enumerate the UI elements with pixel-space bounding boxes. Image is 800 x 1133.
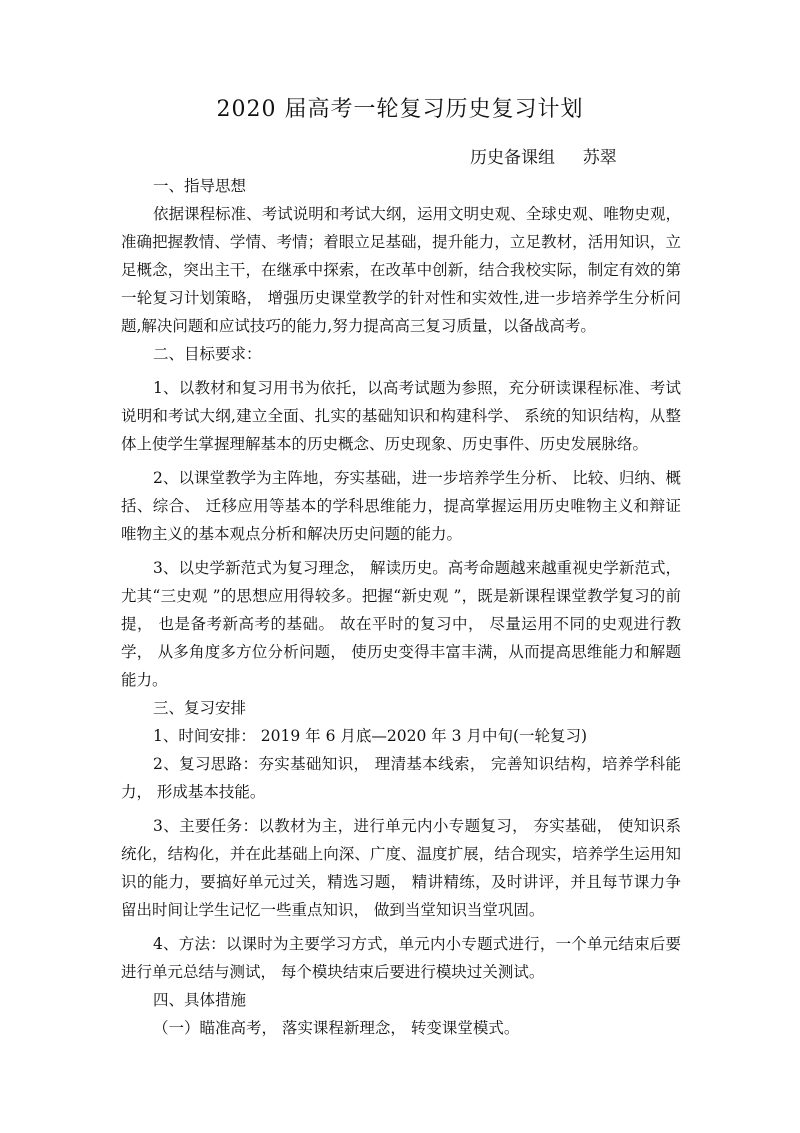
paragraph-goal-1: 1、以教材和复习用书为依托，以高考试题为参照，充分研读课程标准、考试说明和考试大纲,建立全面、扎实的基础知识和构建科学、 系统的知识结构，从整体上使学生掌握理解基本的历史概念、历史现象、历史事件、历史发展脉络。 bbox=[121, 379, 681, 453]
section-heading-measures: 四、具体措施 bbox=[153, 991, 247, 1009]
document-title: 2020 届高考一轮复习历史复习计划 bbox=[216, 97, 584, 122]
paragraph-time: 1、时间安排： 2019 年 6 月底—2020 年 3 月中旬(一轮复习) bbox=[153, 727, 588, 745]
section-heading-goals: 二、目标要求： bbox=[153, 345, 262, 363]
paragraph-approach: 2、复习思路：夯实基础知识， 理清基本线索， 完善知识结构，培养学科能力， 形成基本技能。 bbox=[121, 755, 681, 801]
section-heading-guiding-thought: 一、指导思想 bbox=[153, 177, 247, 195]
paragraph-measure-1: （一）瞄准高考， 落实课程新理念， 转变课堂模式。 bbox=[153, 1019, 520, 1037]
paragraph-goal-3: 3、以史学新范式为复习理念， 解读历史。高考命题越来越重视史学新范式，尤其“三史观 ”的思想应用得较多。把握“新史观 ”，既是新课程课堂教学复习的前提， 也是备考新高考的基础。 故在平时的复习中， 尽量运用不同的史观进行教学， 从多角度多方位分析问题， 使历史变得丰富丰满，从而提高思维能力和解题能力。 bbox=[121, 559, 681, 689]
section-heading-schedule: 三、复习安排 bbox=[153, 699, 247, 717]
paragraph-goal-2: 2、以课堂教学为主阵地，夯实基础，进一步培养学生分析、 比较、归纳、概括、综合、 迁移应用等基本的学科思维能力，提高掌握运用历史唯物主义和辩证唯物主义的基本观点分析和解决历史问题的能力。 bbox=[121, 469, 681, 543]
paragraph-method: 4、方法：以课时为主要学习方式，单元内小专题式进行，一个单元结束后要进行单元总结与测试， 每个模块结束后要进行模块过关测试。 bbox=[121, 935, 681, 981]
document-body bbox=[121, 172, 681, 1042]
paragraph-tasks: 3、主要任务：以教材为主，进行单元内小专题复习， 夯实基础， 使知识系统化，结构化，并在此基础上向深、广度、温度扩展，结合现实，培养学生运用知识的能力，要搞好单元过关，精选习题， 精讲精练，及时讲评，并且每节课力争留出时间让学生记忆一些重点知识， 做到当堂知识当堂巩固。 bbox=[121, 817, 681, 919]
paragraph-guiding-thought: 依据课程标准、考试说明和考试大纲，运用文明史观、全球史观、唯物史观，准确把握教情、学情、考情；着眼立足基础，提升能力，立足教材，活用知识，立足概念，突出主干，在继承中探索，在改革中创新，结合我校实际，制定有效的第一轮复习计划策略， 增强历史课堂教学的针对性和实效性,进一步培养学生分析问题,解决问题和应试技巧的能力,努力提高高三复习质量，以备战高考。 bbox=[121, 205, 681, 335]
author-line: 历史备课组 苏翠 bbox=[470, 148, 617, 168]
